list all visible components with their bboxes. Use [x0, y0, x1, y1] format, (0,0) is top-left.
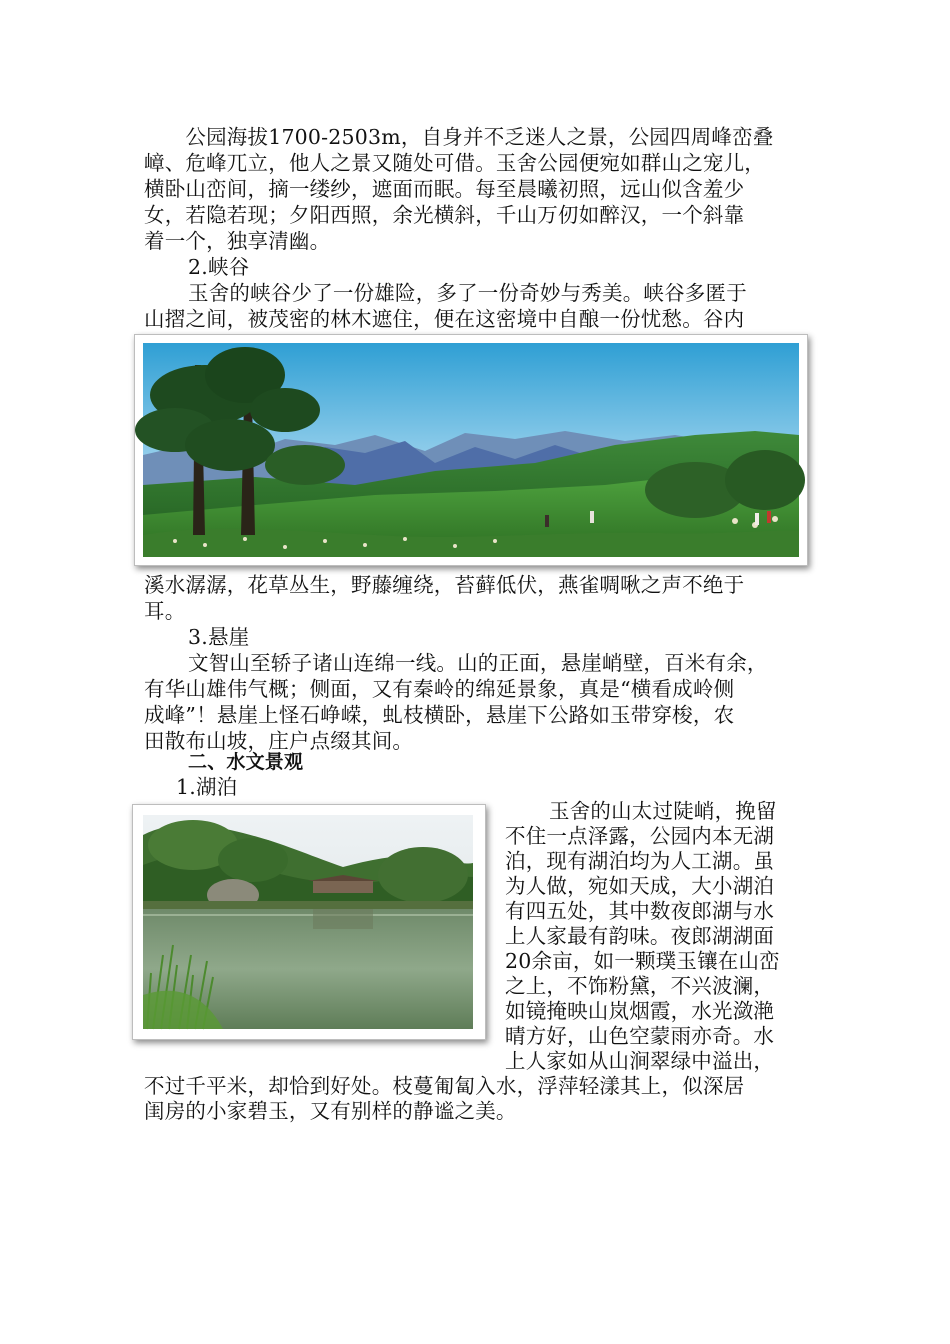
canyon-heading: 2.峡谷 [188, 255, 250, 279]
cliff-text-line: 田散布山坡，庄户点缀其间。 [144, 729, 414, 753]
lake-side-line: 泊，现有湖泊均为人工湖。虽 [505, 849, 775, 873]
canyon-text-line: 耳。 [144, 599, 186, 623]
lake-photo [132, 804, 486, 1040]
lake-text-line: 闺房的小家碧玉，又有别样的静谧之美。 [144, 1099, 517, 1123]
lake-side-line: 为人做，宛如天成，大小湖泊 [505, 874, 775, 898]
intro-line: 嶂、危峰兀立，他人之景又随处可借。玉舍公园便宛如群山之宠儿， [144, 151, 765, 175]
lake-text-line: 不过千平米，却恰到好处。枝蔓匍匐入水，浮萍轻漾其上，似深居 [144, 1074, 745, 1098]
lake-heading: 1.湖泊 [176, 775, 238, 799]
lake-image [133, 805, 485, 1039]
lake-side-line: 上人家最有韵味。夜郎湖湖面 [505, 924, 775, 948]
canyon-text-line: 山摺之间，被茂密的林木遮住，便在这密境中自酿一份忧愁。谷内 [144, 307, 745, 331]
panorama-image [135, 335, 807, 565]
lake-side-line: 有四五处，其中数夜郎湖与水 [505, 899, 775, 923]
canyon-text-line: 溪水潺潺，花草丛生，野藤缠绕，苔藓低伏，燕雀啁啾之声不绝于 [144, 573, 745, 597]
lake-side-line: 不住一点泽露，公园内本无湖 [505, 824, 775, 848]
canyon-text-line: 玉舍的峡谷少了一份雄险，多了一份奇妙与秀美。峡谷多匿于 [188, 281, 747, 305]
intro-line: 公园海拔1700-2503m，自身并不乏迷人之景，公园四周峰峦叠 [144, 125, 774, 149]
section-two-heading: 二、水文景观 [188, 751, 304, 773]
lake-side-line: 20余亩，如一颗璞玉镶在山峦 [505, 949, 780, 973]
lake-side-line: 之上，不饰粉黛，不兴波澜， [505, 974, 775, 998]
intro-line: 女，若隐若现；夕阳西照，余光横斜，千山万仞如醉汉，一个斜靠 [144, 203, 745, 227]
intro-line: 着一个，独享清幽。 [144, 229, 331, 253]
lake-side-line: 上人家如从山涧翠绿中溢出， [505, 1049, 775, 1073]
lake-side-line: 如镜掩映山岚烟霞，水光潋滟 [505, 999, 775, 1023]
lake-side-line: 玉舍的山太过陡峭，挽留 [549, 799, 777, 823]
cliff-heading: 3.悬崖 [188, 625, 250, 649]
intro-line: 横卧山峦间，摘一缕纱，遮面而眠。每至晨曦初照，远山似含羞少 [144, 177, 745, 201]
cliff-text-line: 文智山至轿子诸山连绵一线。山的正面，悬崖峭壁，百米有余， [188, 651, 768, 675]
lake-side-line: 晴方好，山色空蒙雨亦奇。水 [505, 1024, 775, 1048]
cliff-text-line: 成峰”！悬崖上怪石峥嵘，虬枝横卧，悬崖下公路如玉带穿梭，农 [144, 703, 735, 727]
canyon-panorama-photo [134, 334, 808, 566]
cliff-text-line: 有华山雄伟气概；侧面，又有秦岭的绵延景象，真是“横看成岭侧 [144, 677, 735, 701]
